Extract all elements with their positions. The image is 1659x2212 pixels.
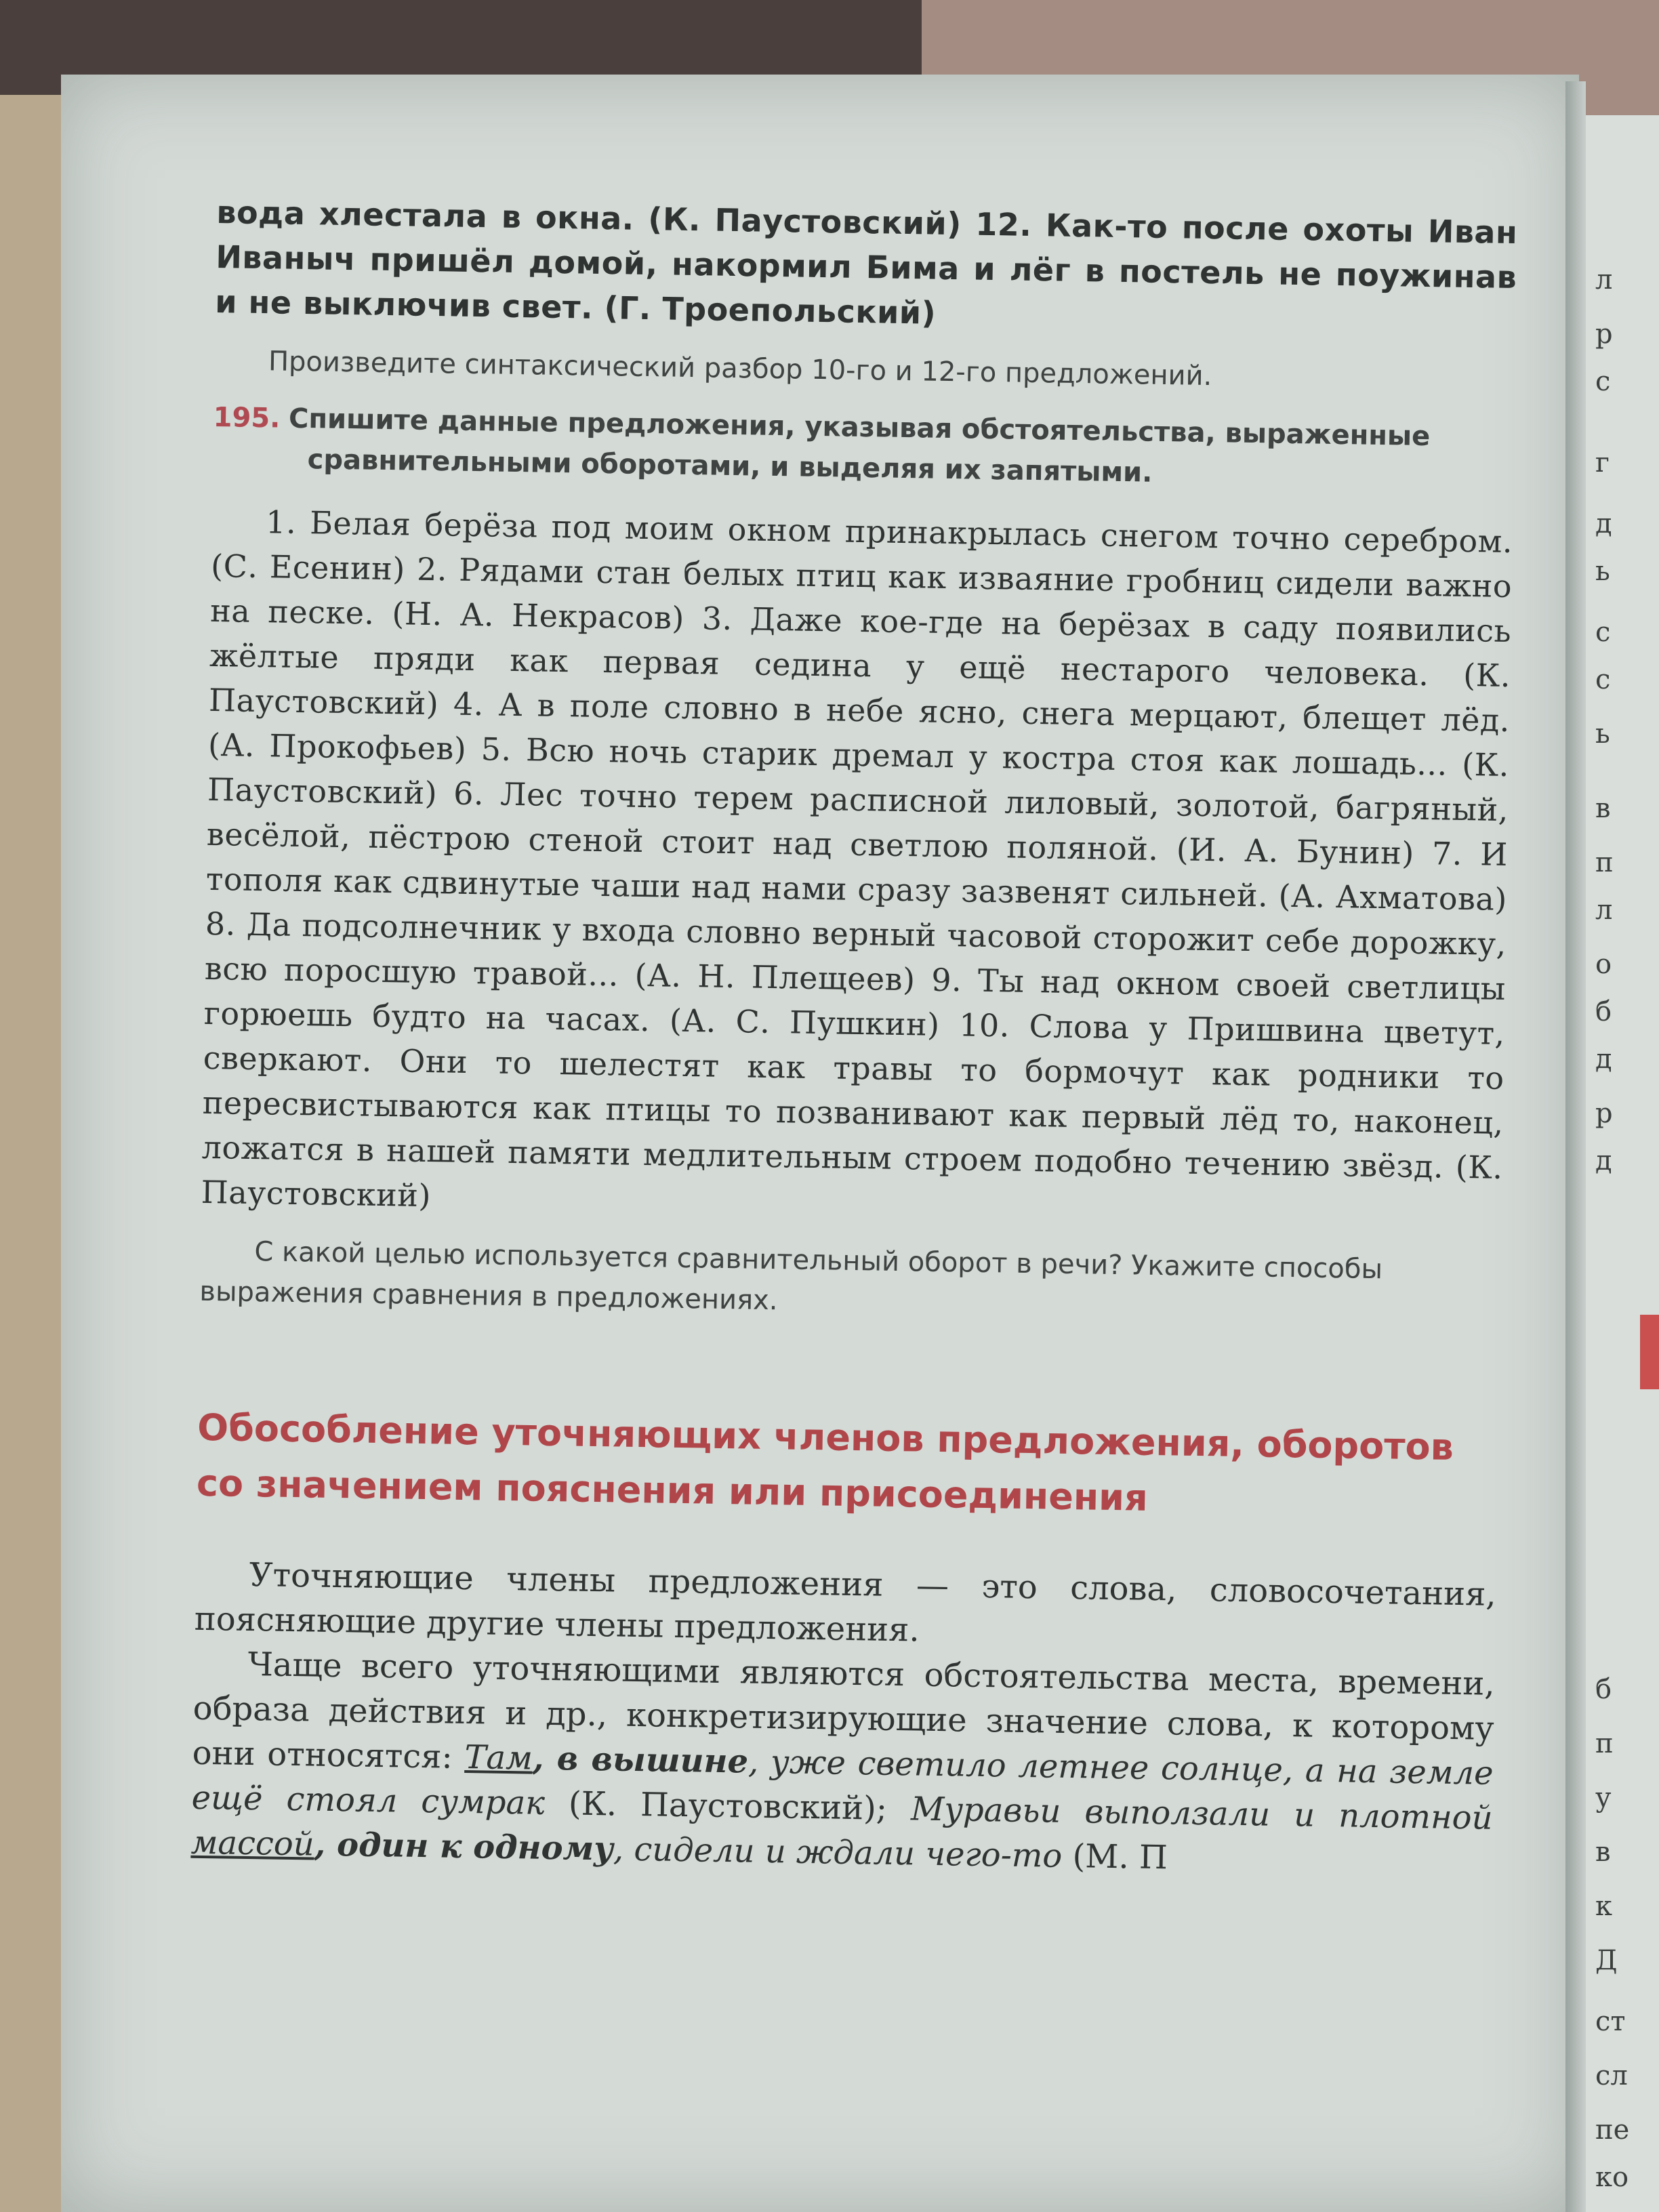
next-page-fragment: д	[1595, 508, 1612, 539]
next-page-edge	[1586, 115, 1659, 2212]
next-page-fragment: б	[1595, 1674, 1612, 1705]
next-page-fragment: к	[1595, 1891, 1612, 1922]
next-page-fragment: в	[1595, 793, 1611, 824]
next-page-fragment: г	[1595, 447, 1610, 478]
theory-paragraph-1: Уточняющие члены предложения — это слова, словосочетания, поясняющие другие члены предложения.	[194, 1556, 1497, 1650]
exercise-sentences: 1. Белая берёза под моим окном принакрылась снегом точно серебром. (С. Есенин) 2. Рядами стан белых птиц как изваяние гробниц сидели важно на песке. (Н. А. Некрасов) 3. Даже кое-где на берёзах в саду появились жёлтые пряди как первая седина у ещё нестарого человека. (К. Паустовский) 4. А в поле словно в небе ясно, снега мерцают, блещет лёд. (А. Прокофьев) 5. Всю ночь старик дремал у костра стоя как лошадь... (К. Паустовский) 6. Лес точно терем расписной лиловый, золотой, багряный, весёлой, пёстрою стеной стоит над светлою поляной. (И. А. Бунин) 7. И тополя как сдвинутые чаши над нами сразу зазвенят сильней. (А. Ахматова) 8. Да подсолнечник у входа словно верный часовой сторожит себе дорожку, всю поросшую травой... (А. Н. Плещеев) 9. Ты над окном своей светлицы горюешь будто на часах. (А. С. Пушкин) 10. Слова у Пришвина цветут, сверкают. Они то шелестят как травы то бормочут как родники то пересвистываются как птицы то позванивают как первый лёд то, наконец, ложатся в нашей памяти медлительным строем подобно течению звёзд. (К. Паустовский)	[201, 504, 1513, 1214]
next-page-fragment: с	[1595, 617, 1611, 648]
next-page-fragment: в	[1595, 1837, 1611, 1868]
next-page-fragment: б	[1595, 996, 1612, 1027]
next-page-fragment: р	[1595, 1098, 1613, 1129]
next-page-fragment: п	[1595, 1728, 1614, 1759]
example-sentence-2a: Муравьи выползали и плотной	[910, 1790, 1493, 1837]
example-word-mass: массой	[190, 1823, 315, 1864]
next-page-fragment: п	[1595, 847, 1614, 878]
exercise-195-header	[212, 397, 1515, 499]
section-heading: Обособление уточняющих членов предложения, оборотов со значением пояснения или присоединения	[196, 1406, 1454, 1519]
book-gutter	[1565, 81, 1586, 2212]
exercise-instruction: Спишите данные предложения, указывая обстоятельства, выраженные сравнительными оборотами, и выделяя их запятыми.	[288, 403, 1431, 489]
next-page-fragment: л	[1595, 264, 1613, 295]
page-content	[190, 190, 1518, 1885]
example-source-2: (М. П	[1061, 1837, 1168, 1877]
task-194-question: Произведите синтаксический разбор 10-го и 12-го предложений.	[268, 346, 1212, 392]
next-page-fragment: с	[1595, 366, 1611, 397]
next-page-fragment: ст	[1595, 2006, 1626, 2037]
example-sentence-1: , уже светило летнее солнце, а на земле ещё стоял сумрак	[191, 1742, 1494, 1822]
next-page-fragment: ь	[1595, 556, 1610, 587]
next-page-fragment: Д	[1595, 1945, 1618, 1976]
next-page-fragment: д	[1595, 1145, 1612, 1176]
para2-text: Чаще всего уточняющими являются обстоятельства места, времени, образа действия и др., конкретизирующие значение слова, к которому они относятся:	[192, 1645, 1496, 1777]
next-page-fragment: с	[1595, 664, 1611, 695]
example-word-there: Там	[464, 1738, 533, 1778]
next-page-fragment: пе	[1595, 2114, 1630, 2146]
next-page-fragment: сл	[1595, 2060, 1628, 2091]
theory-paragraph-2	[190, 1641, 1495, 1885]
example-sentence-2b: , сидели и ждали чего-то	[613, 1830, 1063, 1875]
next-page-fragment: ко	[1595, 2162, 1629, 2193]
example-clarifier-2: , один к одному	[314, 1825, 614, 1868]
next-page-fragment: у	[1595, 1782, 1612, 1814]
red-section-tab	[1640, 1315, 1659, 1389]
example-source-1: (К. Паустовский);	[544, 1784, 888, 1828]
next-page-fragment: д	[1595, 1044, 1612, 1075]
next-page-fragment: о	[1595, 949, 1612, 980]
top-paragraph: вода хлестала в окна. (К. Паустовский) 12. Как-то после охоты Иван Иваныч пришёл домой, накормил Бима и лёг в постель не поужинав и не выключив свет. (Г. Троепольский)	[214, 193, 1518, 331]
exercise-question: С какой целью используется сравнительный оборот в речи? Укажите способы выражения сравнения в предложениях.	[199, 1236, 1383, 1317]
example-clarifier-1: , в вышине	[532, 1739, 749, 1781]
next-page-fragment: ь	[1595, 718, 1610, 750]
next-page-fragment: р	[1595, 319, 1613, 350]
next-page-fragment: л	[1595, 895, 1613, 926]
exercise-number: 195.	[213, 401, 281, 434]
